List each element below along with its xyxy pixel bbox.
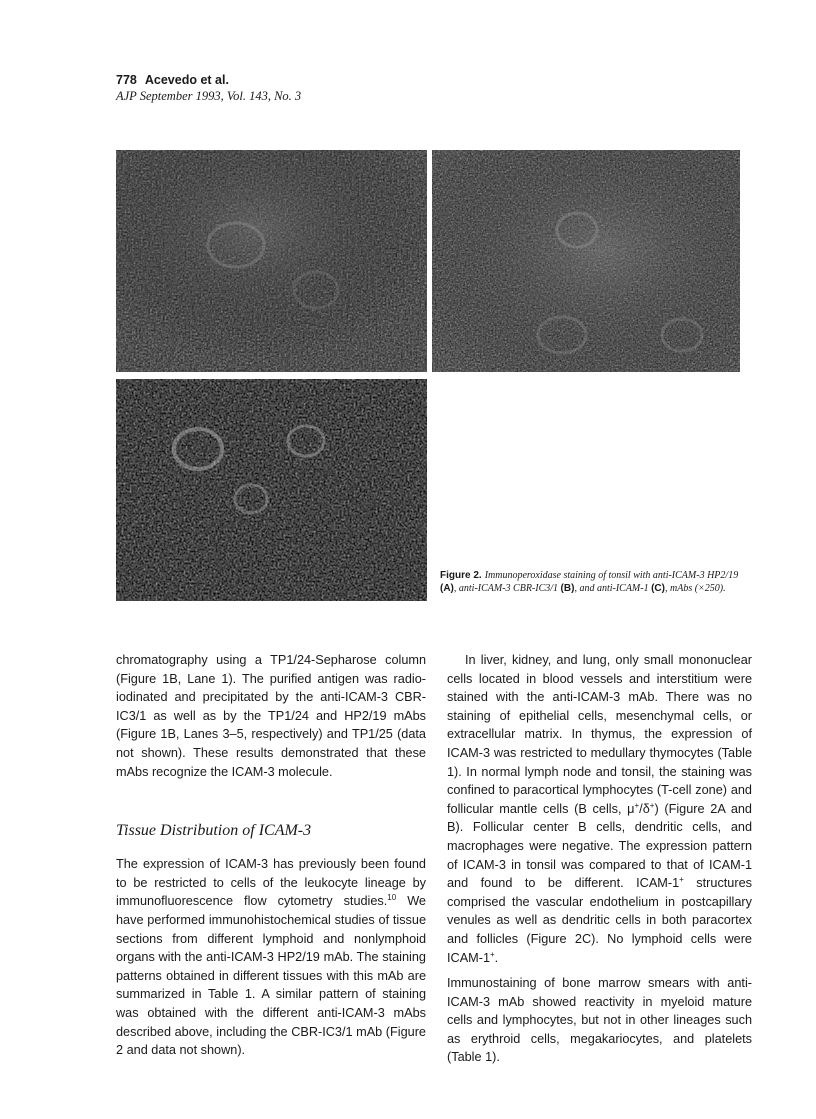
superscript-plus-2: + [649, 800, 655, 810]
figure-label: Figure 2. [440, 570, 482, 581]
caption-text-3: , and anti-ICAM-1 [574, 582, 649, 594]
right-paragraph-1-part-a: In liver, kidney, and lung, only small mononuclear cells located in blood vessels and interstitium were stained with the anti-ICAM-3 mAb. There was no staining of epithelial cells, mesenchymal cells, or extracellular matrix. In thymus, the expression of ICAM-3 was restricted to medullary thymocytes (Table 1). In normal lymph node and tonsil, the staining was confined to paracortical lymphocytes (T-cell zone) and follicular mantle cells (B cells, μ [447, 653, 752, 816]
left-paragraph-1: chromatography using a TP1/24-Sepharose column (Figure 1B, Lane 1). The purified antigen was radio-iodinated and precipitated by the anti-ICAM-3 CBR-IC3/1 as well as by the TP1/24 and HP2/19 mAbs (Figure 1B, Lanes 3–5, respectively) and TP1/25 (data not shown). These results demonstrated that these mAbs recognize the ICAM-3 molecule. [116, 653, 426, 779]
caption-text-2: , anti-ICAM-3 CBR-IC3/1 [453, 582, 559, 594]
caption-panel-a-ref: (A) [440, 582, 454, 594]
caption-panel-b-ref: (B) [560, 582, 575, 594]
micrograph-panel-b [432, 150, 740, 372]
running-head [116, 72, 301, 104]
right-column [447, 651, 752, 1067]
left-paragraph-2-part-a: The expression of ICAM-3 has previously been found to be restricted to cells of the leukocyte lineage by immunofluorescence flow cytometry studies. [116, 857, 426, 909]
journal-citation: AJP September 1993, Vol. 143, No. 3 [116, 89, 302, 103]
left-paragraph-2 [116, 855, 426, 1060]
right-paragraph-1 [447, 651, 752, 967]
author-names: Acevedo et al. [144, 73, 229, 87]
superscript-plus-1: + [634, 800, 640, 810]
right-paragraph-1-part-d: . [494, 950, 499, 965]
caption-text-1: Immunoperoxidase staining of tonsil with anti-ICAM-3 HP2/19 [484, 570, 739, 581]
figure-caption [440, 570, 748, 595]
caption-text-4: , mAbs (×250). [664, 582, 726, 594]
section-heading: Tissue Distribution of ICAM-3 [116, 822, 312, 840]
micrograph-panel-c [116, 379, 427, 601]
left-column [116, 651, 426, 1060]
right-paragraph-2: Immunostaining of bone marrow smears with anti-ICAM-3 mAb showed reactivity in myeloid mature cells and lymphocytes, but not in other lineages such as erythroid cells, megakariocytes, and platelets (Table 1). [447, 976, 752, 1065]
superscript-plus-4: + [490, 949, 495, 959]
micrograph-panel-a [116, 150, 427, 372]
superscript-plus-3: + [679, 874, 684, 884]
caption-panel-c-ref: (C) [651, 582, 665, 594]
right-paragraph-1-part-b: ) (Figure 2A and B). Follicular center B cells, dendritic cells, and macrophages were negative. The expression pattern of ICAM-3 in tonsil was compared to that of ICAM-1 and found to be different. ICAM-1 [447, 801, 752, 891]
page-number: 778 [116, 73, 137, 87]
left-paragraph-2-part-b: We have performed immunohistochemical studies of tissue sections from different lymphoid and nonlymphoid organs with the anti-ICAM-3 HP2/19 mAb. The staining patterns obtained in different tissues with this mAb are summarized in Table 1. A similar pattern of staining was obtained with the different anti-ICAM-3 mAbs described above, including the CBR-IC3/1 mAb (Figure 2 and data not shown). [116, 894, 426, 1058]
running-head-line-1 [116, 72, 301, 88]
right-paragraph-1-part-c: structures comprised the vascular endothelium in postcapillary venules as well as dendritic cells in both paracortex and follicles (Figure 2C). No lymphoid cells were ICAM-1 [447, 876, 752, 965]
reference-superscript: 10 [387, 893, 397, 903]
right-paragraph-1-slash: /δ [639, 801, 650, 816]
